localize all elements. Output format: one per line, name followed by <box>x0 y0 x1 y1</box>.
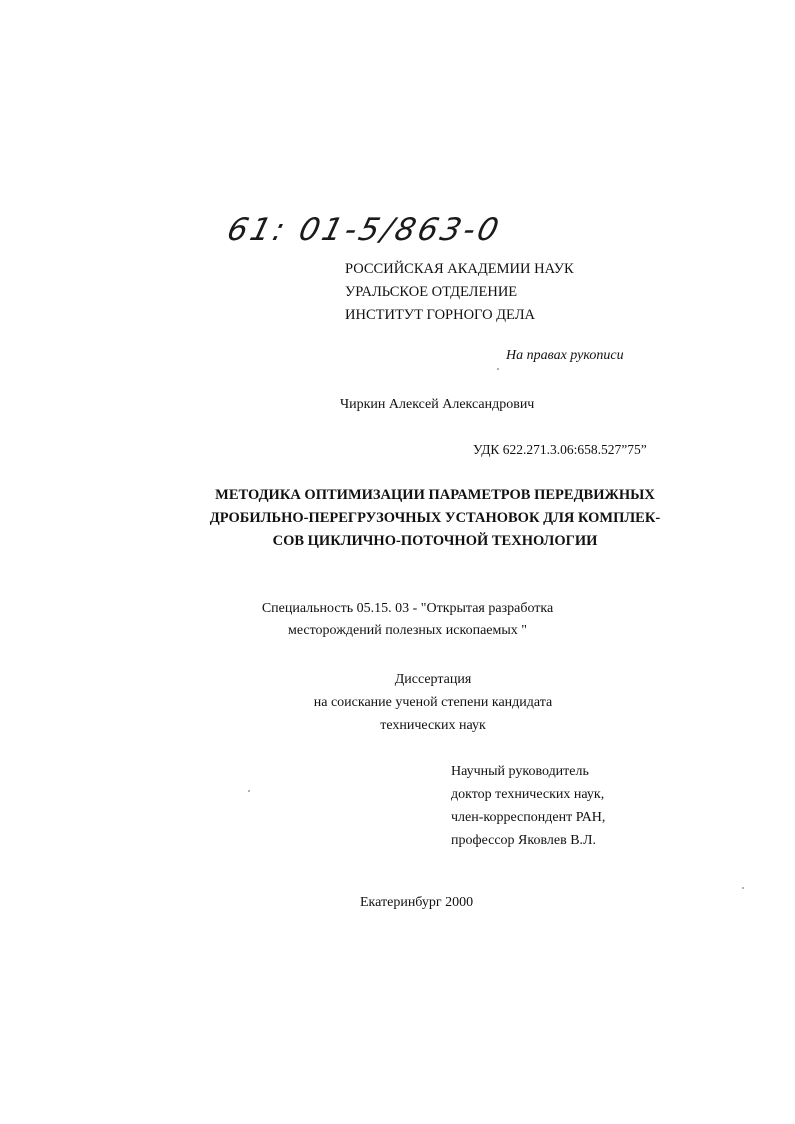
city-and-year: Екатеринбург 2000 <box>360 895 474 910</box>
degree-line: на соискание ученой степени кандидата <box>313 695 553 710</box>
organization-line-institute: ИНСТИТУТ ГОРНОГО ДЕЛА <box>345 307 536 323</box>
specialty-line: месторождений полезных ископаемых " <box>287 623 527 638</box>
dissertation-title <box>190 484 680 553</box>
specialty-block <box>240 598 575 642</box>
organization-line-branch: УРАЛЬСКОЕ ОТДЕЛЕНИЕ <box>345 284 518 300</box>
scientific-advisor-block <box>451 760 605 852</box>
udk-code: УДК 622.271.3.06:658.527”75” <box>473 442 647 457</box>
dissertation-label: Диссертация <box>394 672 472 687</box>
title-line: ДРОБИЛЬНО-ПЕРЕГРУЗОЧНЫХ УСТАНОВОК ДЛЯ КОМПЛЕК- <box>209 510 661 526</box>
handwritten-archive-number: 61: 01-5/863-0 <box>223 212 506 248</box>
advisor-degree: доктор технических наук, <box>451 787 605 802</box>
advisor-name: профессор Яковлев В.Л. <box>451 833 597 848</box>
scan-speck <box>497 368 499 370</box>
title-line: СОВ ЦИКЛИЧНО-ПОТОЧНОЙ ТЕХНОЛОГИИ <box>272 533 598 549</box>
title-line: МЕТОДИКА ОПТИМИЗАЦИИ ПАРАМЕТРОВ ПЕРЕДВИЖНЫХ <box>215 487 655 503</box>
scan-speck <box>248 790 250 792</box>
specialty-line: Специальность 05.15. 03 - "Открытая разработка <box>261 601 554 616</box>
scan-speck <box>742 887 744 889</box>
advisor-role: Научный руководитель <box>451 764 589 779</box>
advisor-membership: член-корреспондент РАН, <box>451 810 606 825</box>
manuscript-rights-note: На правах рукописи <box>506 348 624 363</box>
organization-line-academy: РОССИЙСКАЯ АКАДЕМИИ НАУК <box>345 261 574 277</box>
degree-field: технических наук <box>380 718 486 733</box>
dissertation-degree-block <box>265 668 601 737</box>
author-name: Чиркин Алексей Александрович <box>340 397 535 412</box>
organization-block <box>345 258 574 327</box>
